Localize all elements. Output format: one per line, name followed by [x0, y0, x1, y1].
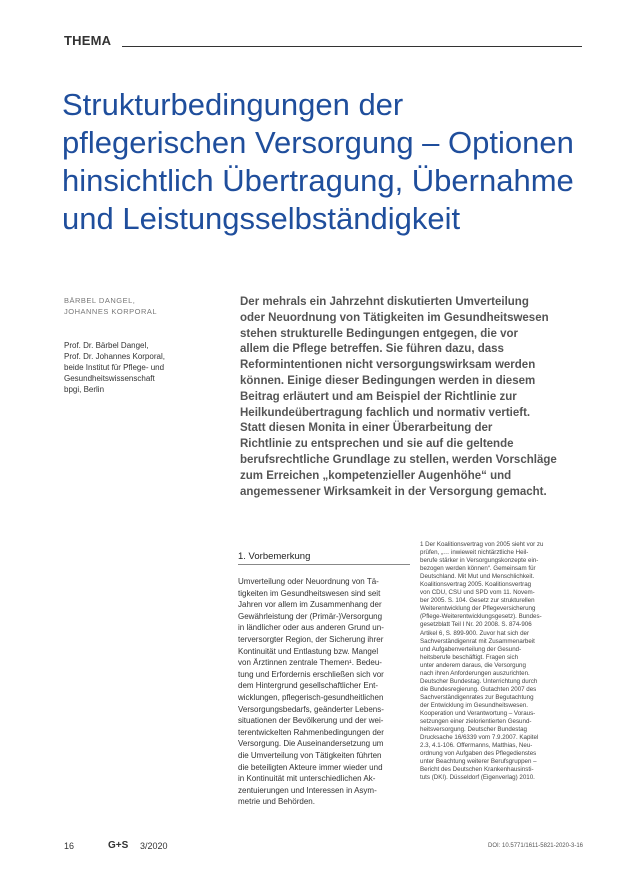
body-line: tigkeiten im Gesundheitswesen sind seit — [238, 588, 381, 598]
footnote-line: 1 Der Koalitionsvertrag von 2005 sieht vor zu — [420, 541, 544, 548]
affiliation-line: Prof. Dr. Bärbel Dangel, — [64, 341, 149, 350]
doi: DOI: 10.5771/1611-5821-2020-3-16 — [488, 843, 583, 849]
footnote-line: gesetzblatt Teil I Nr. 20 2008. S. 874-906 — [420, 621, 532, 629]
section-label: THEMA — [64, 33, 112, 48]
footnote-line: heitsberufe beschäftigt. Fragen sich — [420, 653, 519, 661]
title-line: pflegerischen Versorgung – Optionen — [62, 125, 574, 160]
body-line: die Umverteilung von Tätigkeiten führten — [238, 750, 382, 760]
title-line: hinsichtlich Übertragung, Übernahme — [62, 163, 574, 198]
body-line: von Ärztinnen zentrale Themen¹. Bedeu- — [238, 658, 382, 668]
footnote-line: Sachverständigenrat mit Zusammenarbeit — [420, 637, 535, 645]
footnote-line: Deutschland. Mit Mut und Menschlichkeit. — [420, 573, 535, 581]
article-title — [62, 86, 592, 238]
abstract-line: Heilkundeübertragung fachlich und normativ vertieft. — [240, 406, 531, 419]
abstract-line: berufsrechtliche Grundlage zu stellen, werden Vorschläge — [240, 453, 557, 466]
footnote-line: tuts (DKI). Düsseldorf (Eigenverlag) 2010. — [420, 774, 535, 782]
body-line: situationen der Bevölkerung und der wei- — [238, 716, 384, 726]
body-line: tung und Erfordernis erschließen sich vor — [238, 669, 384, 679]
footnote-line: unter Beachtung weiterer Berufsgruppen – — [420, 758, 537, 766]
body-line: dem Hintergrund gesellschaftlicher Ent- — [238, 681, 379, 691]
author-line: JOHANNES KORPORAL — [64, 306, 158, 316]
body-line: die beteiligten Akteure immer wieder und — [238, 762, 383, 772]
footnote-line: heitsversorgung. Deutscher Bundestag — [420, 726, 527, 734]
body-line: in Kontinuität mit unterschiedlichen Ak- — [238, 774, 376, 784]
footnote-line: ber 2005. S. 104. Gesetz zur strukturellen — [420, 597, 535, 605]
author-affiliation — [64, 340, 165, 395]
footnote-line: setzungen einer zielorientierten Gesund- — [420, 718, 532, 726]
footnote-line: die Bundesregierung. Gutachten 2007 des — [420, 685, 537, 693]
abstract-line: zum Erreichen „kompetenzieller Augenhöhe“ und — [240, 469, 512, 482]
body-line: in ländlicher oder aus anderen Grund un- — [238, 623, 384, 633]
abstract-line: stehen strukturelle Bedingungen entgegen, die vor — [240, 327, 518, 340]
body-line: Versorgung. Die Auseinandersetzung um — [238, 739, 384, 749]
footnote-line: Weiterentwicklung der Pflegeversicherung — [420, 605, 536, 613]
abstract — [240, 295, 580, 500]
abstract-line: Richtlinie zu entsprechen und sie auf die geltende — [240, 438, 514, 451]
affiliation-line: beide Institut für Pflege- und — [64, 363, 165, 372]
body-line: terentwickelten Rahmenbedingungen der — [238, 727, 384, 737]
footnote-line: Koalitionsvertrag 2005. Koalitionsvertrag — [420, 581, 532, 589]
footnote-line: Sachverständigenrates zur Begutachtung — [420, 693, 534, 701]
footnote-line: von CDU, CSU und SPD vom 11. Novem- — [420, 589, 535, 597]
abstract-line: allem die Pflege betreffen. Sie führen dazu, dass — [240, 343, 504, 356]
body-line: Umverteilung oder Neuordnung von Tä- — [238, 577, 379, 586]
footnote-line: Artikel 6, S. 899-900. Zuvor hat sich der — [420, 629, 530, 637]
issue-number: 3/2020 — [140, 841, 168, 851]
footnote-line: ordnung von Aufgaben des Pflegedienstes — [420, 750, 537, 758]
abstract-line: oder Neuordnung von Tätigkeiten im Gesundheitswesen — [240, 311, 549, 324]
affiliation-line: bpgi, Berlin — [64, 385, 105, 394]
body-line: wicklungen, pflegerisch-gesundheitlichen — [238, 692, 384, 702]
body-line: Kontinuität und Entlastung bzw. Mangel — [238, 646, 379, 656]
abstract-line: angemessener Wirksamkeit in der Versorgung gemacht. — [240, 485, 547, 498]
footnote-line: 2.3, 4.1-106. Offermanns, Matthias, Neu- — [420, 742, 533, 750]
footnote-line: bezogen werden können“. Gemeinsam für — [420, 565, 536, 573]
abstract-line: Beitrag erläutert und am Beispiel der Richtlinie zur — [240, 390, 517, 403]
footnote-line: berufe stärker in Versorgungskonzepte ein- — [420, 557, 539, 565]
footnote-line: Deutscher Bundestag. Unterrichtung durch — [420, 677, 538, 685]
body-line: zentuierungen und Interessen in Asym- — [238, 785, 377, 795]
footnote-line: prüfen, „… inwieweit nichtärztliche Heil- — [420, 549, 529, 557]
author-line: BÄRBEL DANGEL, — [64, 296, 136, 305]
abstract-line: Der mehrals ein Jahrzehnt diskutierten Umverteilung — [240, 296, 529, 308]
abstract-line: Statt diesen Monita in einer Überarbeitung der — [240, 422, 493, 435]
body-line: terversorgter Region, der Sicherung ihrer — [238, 634, 384, 644]
body-line: metrie und Behörden. — [238, 797, 315, 807]
footnote-line: Kooperation und Verantwortung – Voraus- — [420, 709, 536, 717]
abstract-line: können. Einige dieser Bedingungen werden in diesem — [240, 374, 536, 387]
abstract-line: Reformintentionen nicht versorgungswirksam werden — [240, 359, 536, 372]
section-divider — [122, 46, 582, 47]
title-line: Strukturbedingungen der — [62, 87, 404, 122]
title-line: und Leistungsselbständigkeit — [62, 201, 461, 236]
footnote — [420, 541, 590, 782]
affiliation-line: Gesundheitswissenschaft — [64, 374, 155, 383]
body-line: Versorgungsbedarfs, geänderter Lebens- — [238, 704, 384, 714]
body-text — [238, 576, 410, 808]
body-line: Jahren vor allem im Zusammenhang der — [238, 600, 382, 610]
heading-divider — [238, 564, 410, 565]
footnote-line: (Pflege-Weiterentwicklungsgesetz). Bundes- — [420, 613, 542, 621]
footnote-line: Drucksache 16/6339 vom 7.9.2007. Kapitel — [420, 734, 539, 742]
journal-logo: G+S — [108, 840, 129, 851]
footnote-line: unter anderem daraus, die Versorgung — [420, 661, 526, 669]
footnote-line: Bericht des Deutschen Krankenhausinsti- — [420, 766, 534, 774]
section-heading: 1. Vorbemerkung — [238, 551, 311, 562]
author-names — [64, 296, 157, 317]
footnote-line: nach ihren Anforderungen auszurichten. — [420, 669, 530, 677]
footnote-line: und Aufgabenverteilung der Gesund- — [420, 645, 522, 653]
affiliation-line: Prof. Dr. Johannes Korporal, — [64, 352, 165, 361]
body-line: Gewährleistung der (Primär-)Versorgung — [238, 611, 383, 621]
page-number: 16 — [64, 841, 75, 851]
footnote-line: der Entwicklung im Gesundheitswesen. — [420, 701, 528, 709]
